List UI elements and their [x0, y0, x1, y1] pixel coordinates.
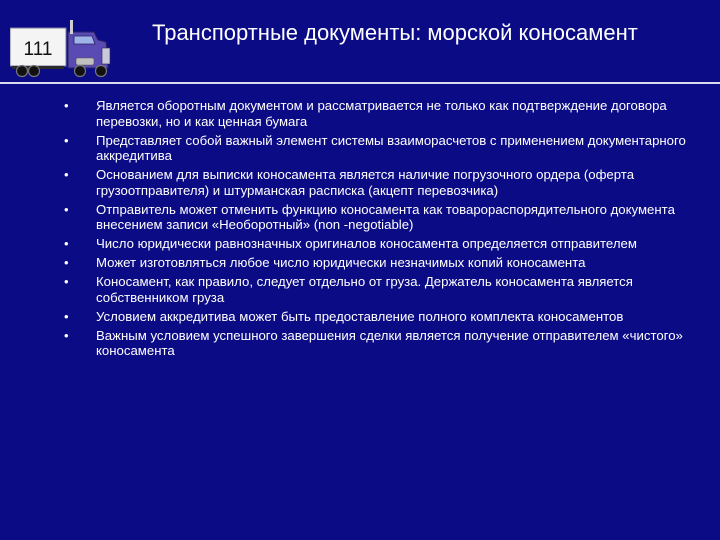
- bullet-text: Основанием для выписки коносамента является наличие погрузочного ордера (оферта грузоотправителя) и штурманская расписка (акцепт перевозчика): [96, 167, 635, 198]
- truck-icon: [10, 18, 118, 78]
- logo-number: 111: [23, 39, 53, 60]
- bullet-list: [52, 98, 692, 362]
- bullet-text: Является оборотным документом и рассматривается не только как подтверждение договора перевозки, но и как ценная бумага: [96, 98, 667, 129]
- bullet-item: [52, 309, 692, 325]
- bullet-icon: •: [64, 327, 69, 343]
- bullet-text: Коносамент, как правило, следует отдельно от груза. Держатель коносамента является собственником груза: [96, 274, 633, 305]
- bullet-icon: •: [64, 201, 69, 217]
- bullet-icon: •: [64, 132, 69, 148]
- bullet-item: [52, 274, 692, 305]
- bullet-item: [52, 167, 692, 198]
- bullet-text: Важным условием успешного завершения сделки является получение отправителем «чистого» коносамента: [96, 327, 683, 358]
- bullet-icon: •: [64, 236, 69, 251]
- bullet-item: [52, 328, 692, 359]
- bullet-text: Число юридически равнозначных оригиналов коносамента определяется отправителем: [96, 236, 637, 251]
- bullet-item: [52, 133, 692, 164]
- bullet-icon: •: [64, 167, 69, 182]
- bullet-icon: •: [64, 98, 69, 113]
- bullet-text: Условием аккредитива может быть предоставление полного комплекта коносаментов: [96, 308, 624, 324]
- bullet-text: Представляет собой важный элемент системы взаиморасчетов с применением документарного аккредитива: [96, 132, 686, 163]
- bullet-icon: •: [64, 274, 69, 289]
- bullet-item: [52, 255, 692, 271]
- title-divider: [0, 82, 720, 84]
- bullet-item: [52, 98, 692, 129]
- bullet-text: Может изготовляться любое число юридически незначимых копий коносамента: [96, 255, 586, 270]
- bullet-icon: •: [64, 255, 69, 270]
- bullet-item: [52, 236, 692, 252]
- slide-title: Транспортные документы: морской коносамент: [152, 20, 638, 45]
- bullet-item: [52, 202, 692, 233]
- bullet-text: Отправитель может отменить функцию коносамента как товарораспорядительного документа внесением записи «Необоротный» (non -negotiable): [96, 201, 675, 232]
- logo: [10, 18, 118, 78]
- bullet-icon: •: [64, 308, 69, 324]
